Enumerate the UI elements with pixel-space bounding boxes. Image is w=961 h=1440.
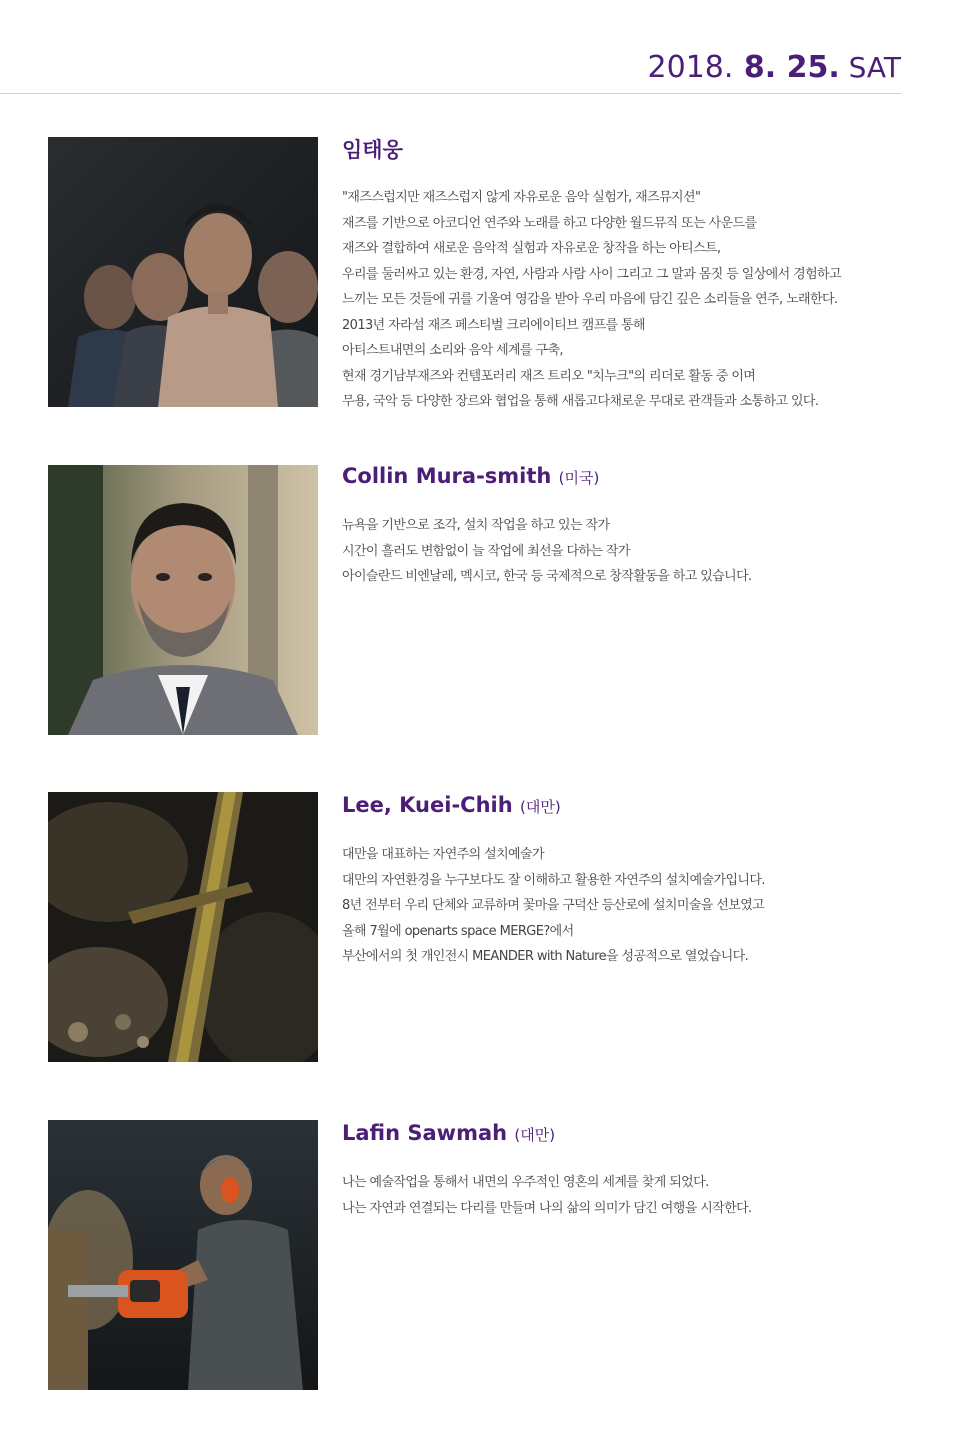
bio-line: 시간이 흘러도 변함없이 늘 작업에 최선을 다하는 작가 xyxy=(342,543,630,559)
bio-line: 아티스트내면의 소리와 음악 세계를 구축, xyxy=(342,343,563,358)
bio-line: "재즈스럽지만 재즈스럽지 않게 자유로운 음악 실험가, 재즈뮤지션" xyxy=(342,190,701,205)
artist-photo xyxy=(48,792,318,1062)
bio-line: 무용, 국악 등 다양한 장르와 협업을 통해 새롭고다채로운 무대로 관객들과 소통하고 있다. xyxy=(342,394,819,409)
bio-line: 아이슬란드 비엔날레, 멕시코, 한국 등 국제적으로 창작활동을 하고 있습니다. xyxy=(342,569,752,584)
bio-line: 재즈를 기반으로 아코디언 연주와 노래를 하고 다양한 월드뮤직 또는 사운드를 xyxy=(342,215,757,231)
artist-photo xyxy=(48,465,318,735)
artist-bio xyxy=(342,513,922,590)
artist-info xyxy=(342,1120,922,1221)
date-month-day: 8. 25. xyxy=(733,50,840,85)
artist-country: (미국) xyxy=(558,469,600,487)
bio-line: 대만의 자연환경을 누구보다도 잘 이해하고 활용한 자연주의 설치예술가입니다. xyxy=(342,872,765,888)
bio-line: 2013년 자라섬 재즈 페스티벌 크리에이티브 캠프를 통해 xyxy=(342,317,645,333)
bio-line: 현재 경기남부재즈와 컨템포러리 재즈 트리오 "치누크"의 리더로 활동 중 이며 xyxy=(342,368,756,384)
artist-info xyxy=(342,792,922,970)
bio-line: 우리를 둘러싸고 있는 환경, 자연, 사람과 사람 사이 그리고 그 말과 몸짓 등 일상에서 경험하고 xyxy=(342,266,841,282)
event-date xyxy=(648,50,901,85)
artist-entry xyxy=(48,137,928,407)
artist-info xyxy=(342,465,922,590)
artist-country: (대만) xyxy=(520,798,561,816)
artist-country: (대만) xyxy=(514,1126,556,1144)
artist-bio xyxy=(342,185,922,415)
bio-line: 부산에서의 첫 개인전시 MEANDER with Nature을 성공적으로 열었습니다. xyxy=(342,949,749,964)
nature-installation-image xyxy=(48,792,318,1062)
bio-line: 8년 전부터 우리 단체와 교류하며 꽃마을 구덕산 등산로에 설치미술을 선보였고 xyxy=(342,898,765,913)
artist-name-text: Collin Mura-smith xyxy=(342,464,552,488)
bio-line: 나는 자연과 연결되는 다리를 만들며 나의 삶의 의미가 담긴 여행을 시작한다. xyxy=(342,1200,752,1216)
artist-name-text: 임태웅 xyxy=(342,138,403,162)
artist-bio xyxy=(342,1170,922,1221)
artist-name xyxy=(342,792,922,820)
artist-name xyxy=(342,463,922,491)
artist-entry xyxy=(48,465,928,735)
artist-entry xyxy=(48,792,928,1062)
chainsaw-artist-image xyxy=(48,1120,318,1390)
portrait-image xyxy=(48,465,318,735)
bio-line: 나는 예술작업을 통해서 내면의 우주적인 영혼의 세계를 찾게 되었다. xyxy=(342,1175,709,1190)
date-weekday: SAT xyxy=(839,51,901,84)
artist-name-text: Lee, Kuei-Chih xyxy=(342,793,513,817)
artist-photo xyxy=(48,1120,318,1390)
bio-line: 대만을 대표하는 자연주의 설치예술가 xyxy=(342,847,544,862)
artist-entry xyxy=(48,1120,928,1390)
group-portrait-image xyxy=(48,137,318,407)
bio-line: 느끼는 모든 것들에 귀를 기울여 영감을 받아 우리 마음에 담긴 깊은 소리들을 연주, 노래한다. xyxy=(342,292,838,307)
bio-line: 올해 7월에 openarts space MERGE?에서 xyxy=(342,923,574,939)
artist-photo xyxy=(48,137,318,407)
artist-info xyxy=(342,137,922,415)
artist-bio xyxy=(342,842,922,970)
bio-line: 재즈와 결합하여 새로운 음악적 실험과 자유로운 창작을 하는 아티스트, xyxy=(342,241,721,256)
artist-name-text: Lafin Sawmah xyxy=(342,1121,508,1145)
date-year: 2018. xyxy=(647,50,734,85)
header-divider xyxy=(0,93,901,94)
artist-name xyxy=(342,137,922,163)
artist-name xyxy=(342,1120,922,1148)
bio-line: 뉴욕을 기반으로 조각, 설치 작업을 하고 있는 작가 xyxy=(342,518,610,533)
